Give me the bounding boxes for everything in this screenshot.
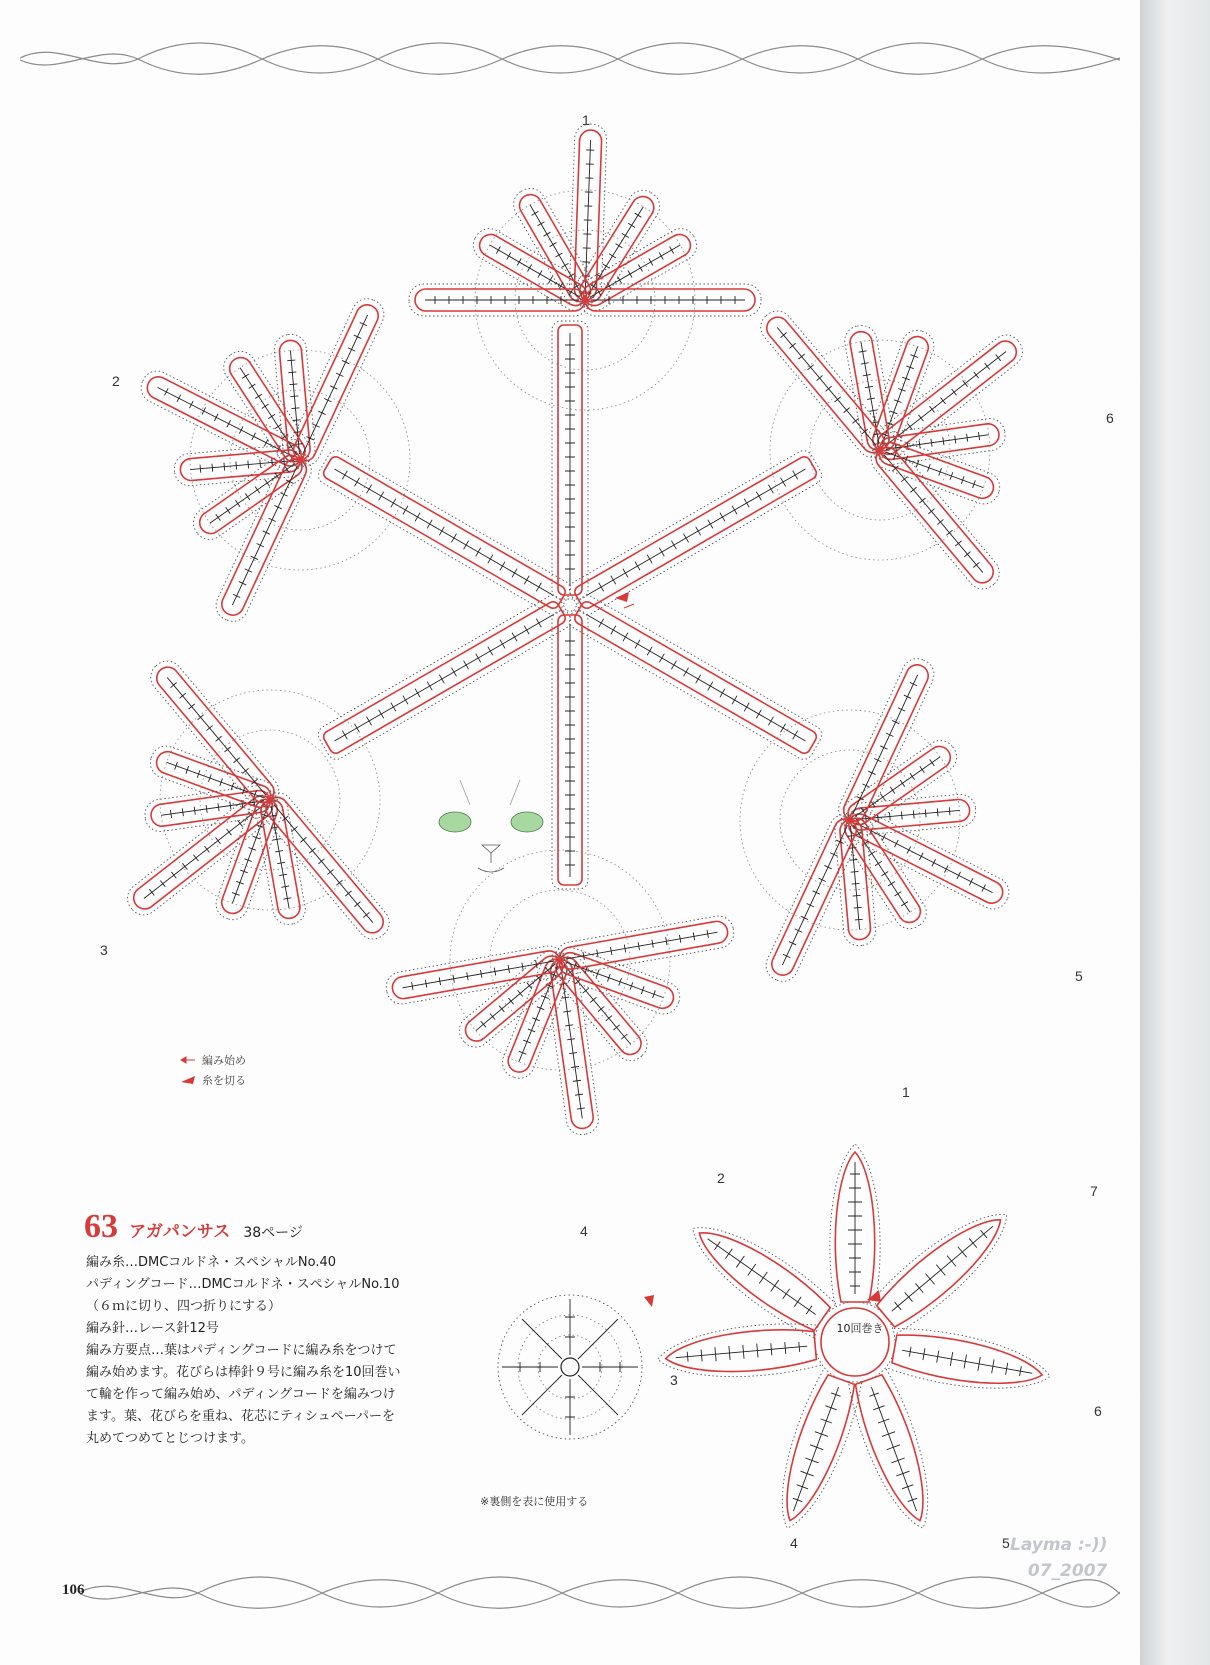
instruction-line: 編み始めます。花びらは棒針９号に編み糸を10回巻い	[86, 1365, 401, 1380]
book-spine-shadow	[1140, 0, 1210, 1665]
petal-label-2: 2	[717, 1170, 725, 1186]
page-number: 106	[62, 1582, 85, 1598]
pattern-number: 63	[84, 1208, 118, 1245]
center-motif	[498, 1295, 654, 1439]
instruction-line: 編み方要点…葉はパディングコードに編み糸をつけて	[86, 1343, 397, 1358]
decorative-border-bottom	[20, 1572, 1120, 1612]
instruction-line: ます。葉、花びらを重ね、花芯にティシュペーパーを	[86, 1409, 396, 1424]
leaf-cluster-1	[392, 96, 789, 439]
instruction-line: （６ｍに切り、四つ折りにする）	[86, 1299, 282, 1314]
leaf-cluster-6	[697, 209, 1121, 657]
legend-start-label: 編み始め	[202, 1054, 246, 1067]
start-arrow-icon	[180, 1055, 196, 1065]
flower-diagram	[656, 1144, 1055, 1537]
pattern-title	[84, 1208, 303, 1246]
petal-label-5: 5	[1002, 1535, 1010, 1551]
instruction-line: 編み糸…DMCコルドネ・スペシャルNo.40	[86, 1255, 337, 1270]
petal-label-1: 1	[902, 1084, 910, 1100]
cat-face-sketch	[439, 780, 543, 872]
leaf-cluster-2	[54, 214, 491, 667]
leaf-label-1: 1	[582, 112, 590, 128]
legend-cut-label: 糸を切る	[202, 1074, 246, 1087]
watermark-line-2: 07_2007	[1027, 1561, 1108, 1581]
petal-label-4: 4	[790, 1535, 798, 1551]
petal-label-7: 7	[1090, 1183, 1098, 1199]
instructions	[86, 1252, 456, 1450]
instruction-line: 編み針…レース針12号	[86, 1321, 219, 1336]
leaf-cluster-4	[384, 850, 736, 1137]
leaf-diagram	[315, 321, 825, 889]
watermark	[1010, 1532, 1107, 1584]
leaf-label-5: 5	[1075, 968, 1083, 984]
petal-label-3: 3	[670, 1372, 678, 1388]
leaf-label-3: 3	[100, 942, 108, 958]
page-reference: 38ページ	[243, 1225, 303, 1241]
instruction-line: パディングコード…DMCコルドネ・スペシャルNo.10	[86, 1277, 400, 1292]
leaf-label-6: 6	[1106, 410, 1114, 426]
legend-cut	[180, 1070, 246, 1090]
center-note: ※裏側を表に使用する	[480, 1495, 589, 1508]
cut-thread-icon	[180, 1075, 196, 1085]
instruction-line: 丸めてつめてとじつけます。	[86, 1431, 254, 1446]
petal-label-6: 6	[1094, 1403, 1102, 1419]
watermark-line-1: Layma :-))	[1010, 1535, 1108, 1555]
legend	[180, 1050, 246, 1090]
leaf-label-2: 2	[112, 373, 120, 389]
legend-start	[180, 1050, 246, 1070]
pattern-name: アガパンサス	[129, 1222, 231, 1242]
flower-center-label: 10回巻き	[836, 1322, 884, 1335]
leaf-cluster-3	[29, 592, 453, 1040]
instruction-line: て輪を作って編み始め、パディングコードを編みつけ	[86, 1387, 396, 1402]
leaf-label-4: 4	[580, 1223, 588, 1239]
